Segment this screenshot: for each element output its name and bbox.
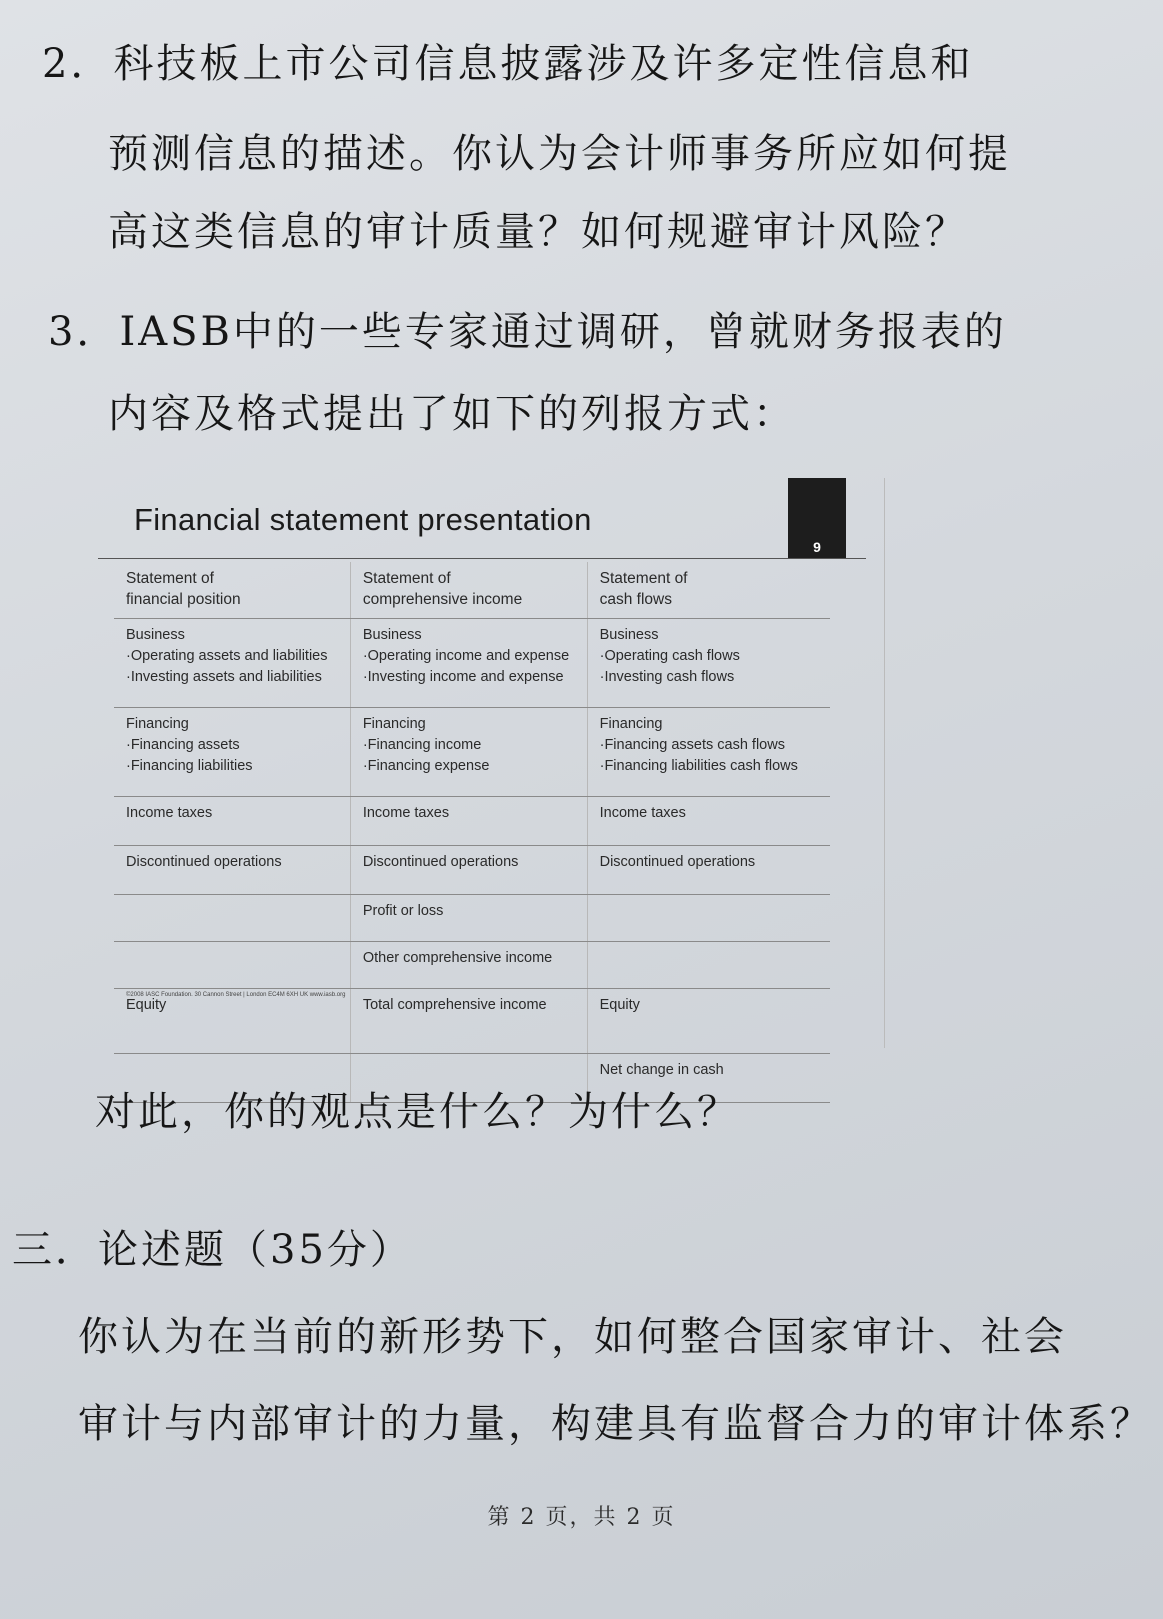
section-3-line-2: 审计与内部审计的力量，构建具有监督合力的审计体系？ [78, 1401, 1153, 1447]
table-cell: Other comprehensive income [350, 942, 587, 989]
question-3-prompt: 对此，你的观点是什么？为什么？ [95, 1089, 740, 1135]
table-row [114, 989, 830, 1054]
table-cell [114, 942, 350, 989]
question-2-line-1: 2．科技板上市公司信息披露涉及许多定性信息和 [42, 41, 974, 87]
table-row [114, 708, 830, 797]
table-cell: Discontinued operations [114, 846, 350, 895]
table-cell: Net change in cash [587, 1054, 830, 1103]
question-3-line-2: 内容及格式提出了如下的列报方式： [108, 391, 796, 437]
table-cell: Business ·Operating cash flows ·Investing cash flows [587, 619, 830, 708]
column-header: Statement of financial position [114, 562, 350, 619]
table-row [114, 797, 830, 846]
question-3-line-1: 3．IASB中的一些专家通过调研，曾就财务报表的 [48, 309, 1007, 355]
page-number: 第 2 页，共 2 页 [487, 1505, 676, 1530]
table-cell: Total comprehensive income [350, 989, 587, 1054]
figure-title: Financial statement presentation [134, 502, 592, 537]
table-cell: Profit or loss [350, 895, 587, 942]
table-header-row [114, 562, 830, 619]
financial-statement-figure [98, 472, 898, 1078]
table-cell: Discontinued operations [587, 846, 830, 895]
question-2-line-3: 高这类信息的审计质量？如何规避审计风险？ [108, 209, 968, 255]
table-cell: Income taxes [587, 797, 830, 846]
table-cell [587, 942, 830, 989]
figure-frame-edge [884, 478, 885, 1048]
section-3-heading: 三．论述题（35分） [12, 1227, 413, 1273]
table-cell [587, 895, 830, 942]
table-cell: Financing ·Financing assets cash flows ·Financing liabilities cash flows [587, 708, 830, 797]
table-cell: Discontinued operations [350, 846, 587, 895]
table-cell [114, 895, 350, 942]
figure-page-badge: 9 [788, 478, 846, 558]
table-cell: Financing ·Financing income ·Financing expense [350, 708, 587, 797]
table-cell: Equity [587, 989, 830, 1054]
figure-title-rule [98, 558, 866, 559]
column-header: Statement of comprehensive income [350, 562, 587, 619]
question-2-line-2: 预测信息的描述。你认为会计师事务所应如何提 [108, 131, 1011, 177]
table-row [114, 942, 830, 989]
section-3-line-1: 你认为在当前的新形势下，如何整合国家审计、社会 [78, 1314, 1067, 1360]
presentation-table [114, 562, 830, 1103]
table-cell: Income taxes [114, 797, 350, 846]
table-row [114, 846, 830, 895]
table-row [114, 619, 830, 708]
table-cell: Business ·Operating income and expense ·Investing income and expense [350, 619, 587, 708]
table-cell: Financing ·Financing assets ·Financing liabilities [114, 708, 350, 797]
table-row [114, 895, 830, 942]
figure-copyright: ©2008 IASC Foundation. 30 Cannon Street | London EC4M 6XH UK www.iasb.org [126, 992, 346, 998]
column-header: Statement of cash flows [587, 562, 830, 619]
table-cell: Business ·Operating assets and liabilities ·Investing assets and liabilities [114, 619, 350, 708]
table-cell: Income taxes [350, 797, 587, 846]
table-cell: Equity [114, 989, 350, 1054]
